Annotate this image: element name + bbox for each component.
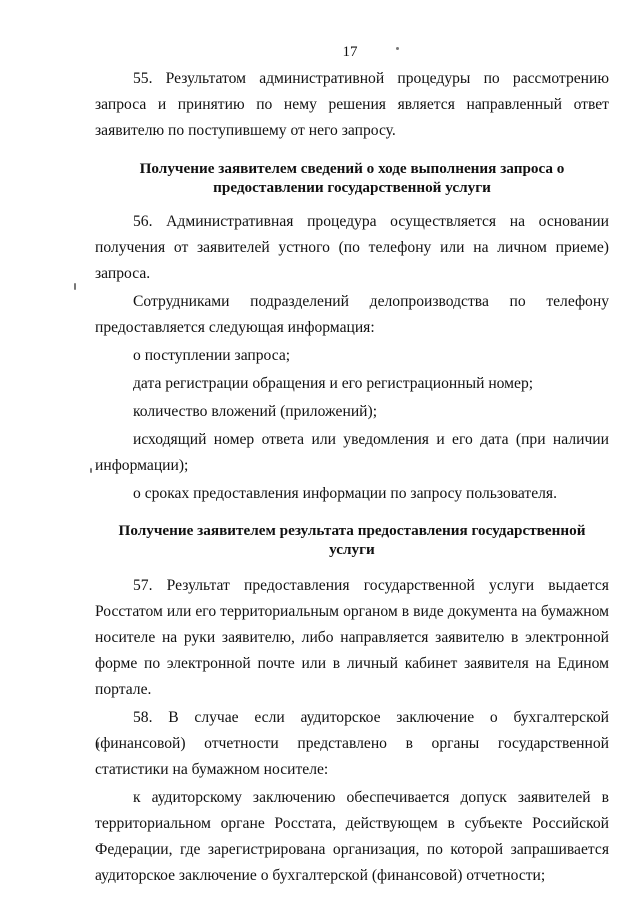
scan-speck [90, 468, 92, 473]
info-list-item: о сроках предоставления информации по запросу пользователя. [133, 485, 557, 502]
section-heading-service-result: Получение заявителем результата предоставления государственной услуги [118, 522, 586, 558]
scan-speck [74, 283, 76, 290]
section-heading-request-status: Получение заявителем сведений о ходе выполнения запроса о предоставлении государственной услуги [139, 160, 565, 196]
document-body [95, 66, 609, 889]
paragraph-58-access: к аудиторскому заключению обеспечивается допуск заявителей в территориальном органе Росстата, действующем в субъекте Российской Федерации, где зарегистрирована организация, по которой запрашивается аудиторское заключение о бухгалтерской (финансовой) отчетности; [95, 789, 609, 884]
paragraph-56-info: Сотрудниками подразделений делопроизводства по телефону предоставляется следующая информация: [95, 293, 609, 336]
info-list-item: дата регистрации обращения и его регистрационный номер; [133, 375, 534, 392]
info-list-item: исходящий номер ответа или уведомления и его дата (при наличии информации); [95, 431, 609, 474]
paragraph-57: 57. Результат предоставления государственной услуги выдается Росстатом или его территориальным органом в виде документа на бумажном носителе на руки заявителю, либо направляется заявителю в электронной форме по электронной почте или в личный кабинет заявителя на Едином портале. [95, 577, 609, 698]
info-list-item: о поступлении запроса; [133, 347, 291, 364]
paragraph-58: 58. В случае если аудиторское заключение о бухгалтерской (финансовой) отчетности представлено в органы государственной статистики на бумажном носителе: [95, 709, 609, 778]
scan-speck [396, 47, 399, 50]
page-number: 17 [342, 44, 358, 60]
paragraph-55: 55. Результатом административной процедуры по рассмотрению запроса и принятию по нему решения является направленный ответ заявителю по поступившему от него запросу. [95, 70, 609, 139]
info-list-item: количество вложений (приложений); [133, 403, 378, 420]
paragraph-56: 56. Административная процедура осуществляется на основании получения от заявителей устного (по телефону или на личном приеме) запроса. [95, 213, 609, 282]
